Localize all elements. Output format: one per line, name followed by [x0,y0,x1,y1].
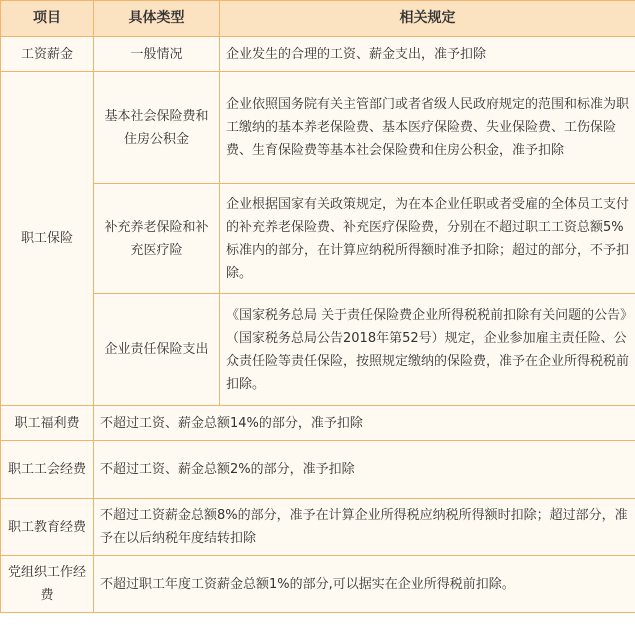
header-type: 具体类型 [94,1,220,37]
row-type: 补充养老保险和补充医疗险 [94,184,220,294]
table-row [1,184,635,294]
row-rule: 不超过工资、薪金总额2%的部分，准予扣除 [94,441,635,499]
row-item: 职工工会经费 [1,441,94,499]
table-row [1,294,635,406]
row-rule: 企业依照国务院有关主管部门或者省级人民政府规定的范围和标准为职工缴纳的基本养老保险费、基本医疗保险费、失业保险费、工伤保险费、生育保险费等基本社会保险费和住房公积金，准予扣除 [220,72,635,184]
table-row [1,72,635,184]
row-rule: 企业发生的合理的工资、薪金支出，准予扣除 [220,37,635,72]
row-item: 职工福利费 [1,406,94,441]
row-rule: 不超过工资薪金总额8%的部分，准予在计算企业所得税应纳税所得额时扣除；超过部分，准予在以后纳税年度结转扣除 [94,499,635,556]
header-rule: 相关规定 [220,1,635,37]
header-row [1,1,635,37]
row-rule: 企业根据国家有关政策规定，为在本企业任职或者受雇的全体员工支付的补充养老保险费、补充医疗保险费，分别在不超过职工工资总额5%标准内的部分，在计算应纳税所得额时准予扣除；超过的部分，不予扣除。 [220,184,635,294]
table-row [1,441,635,499]
row-item: 工资薪金 [1,37,94,72]
row-type: 基本社会保险费和住房公积金 [94,72,220,184]
row-item: 党组织工作经费 [1,556,94,613]
row-rule: 不超过职工年度工资薪金总额1%的部分,可以据实在企业所得税前扣除。 [94,556,635,613]
row-rule: 《国家税务总局 关于责任保险费企业所得税税前扣除有关问题的公告》（国家税务总局公告2018年第52号）规定，企业参加雇主责任险、公众责任险等责任保险，按照规定缴纳的保险费，准予在企业所得税税前扣除。 [220,294,635,406]
row-rule: 不超过工资、薪金总额14%的部分，准予扣除 [94,406,635,441]
row-item: 职工保险 [1,72,94,406]
table-row [1,37,635,72]
table-row [1,499,635,556]
row-item: 职工教育经费 [1,499,94,556]
header-item: 项目 [1,1,94,37]
table-row [1,556,635,613]
row-type: 一般情况 [94,37,220,72]
row-type: 企业责任保险支出 [94,294,220,406]
table-row [1,406,635,441]
